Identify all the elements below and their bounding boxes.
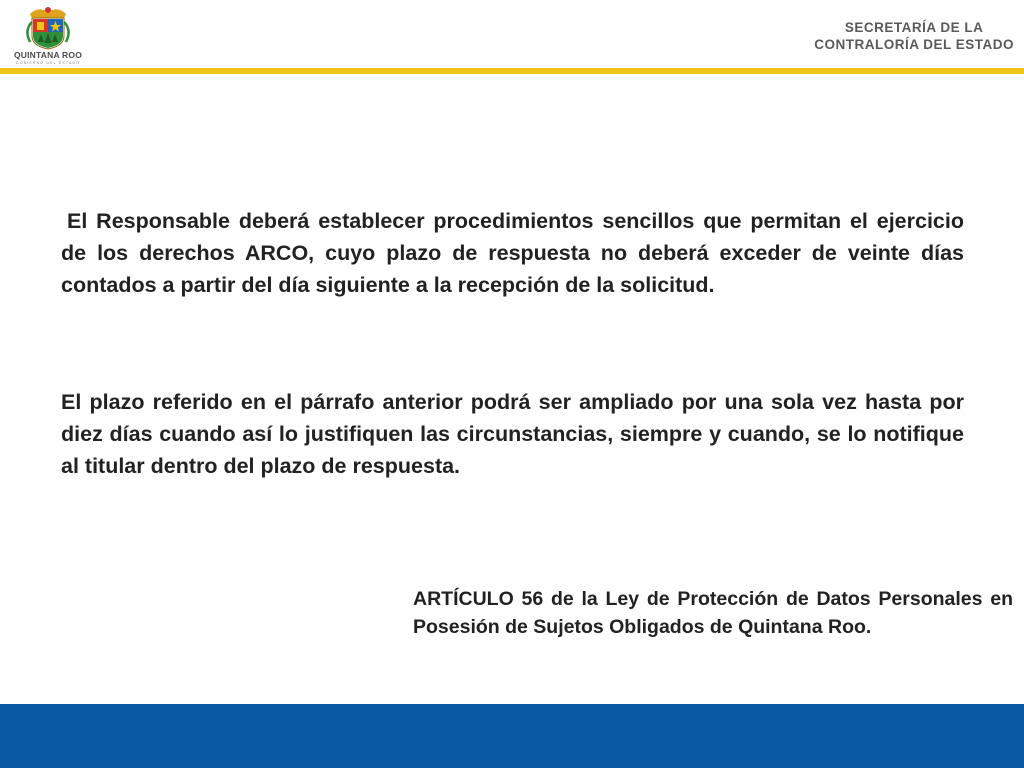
org-line-2: CONTRALORÍA DEL ESTADO — [814, 37, 1014, 52]
paragraph-2: El plazo referido en el párrafo anterior podrá ser ampliado por una sola vez hasta por diez días cuando así lo justifiquen las circunstancias, siempre y cuando, se lo notifique al titular dentro del plazo de respuesta. — [61, 389, 964, 478]
paragraph-1: El Responsable deberá establecer procedimientos sencillos que permitan el ejercicio de los derechos ARCO, cuyo plazo de respuesta no deberá exceder de veinte días contados a partir del día siguiente a la recepción de la solicitud. — [61, 208, 964, 297]
coat-of-arms-icon — [8, 4, 88, 50]
header-divider-bar — [0, 68, 1024, 74]
legal-citation: ARTÍCULO 56 de la Ley de Protección de Datos Personales en Posesión de Sujetos Obligados de Quintana Roo. — [413, 587, 1013, 638]
logo-subtitle: GOBIERNO DEL ESTADO — [15, 61, 81, 65]
organization-name — [814, 19, 1014, 53]
quintana-roo-logo — [8, 4, 88, 66]
logo-name: QUINTANA ROO — [13, 50, 83, 60]
org-line-1: SECRETARÍA DE LA — [844, 20, 984, 35]
footer-bar — [0, 704, 1024, 768]
header — [0, 0, 1024, 68]
